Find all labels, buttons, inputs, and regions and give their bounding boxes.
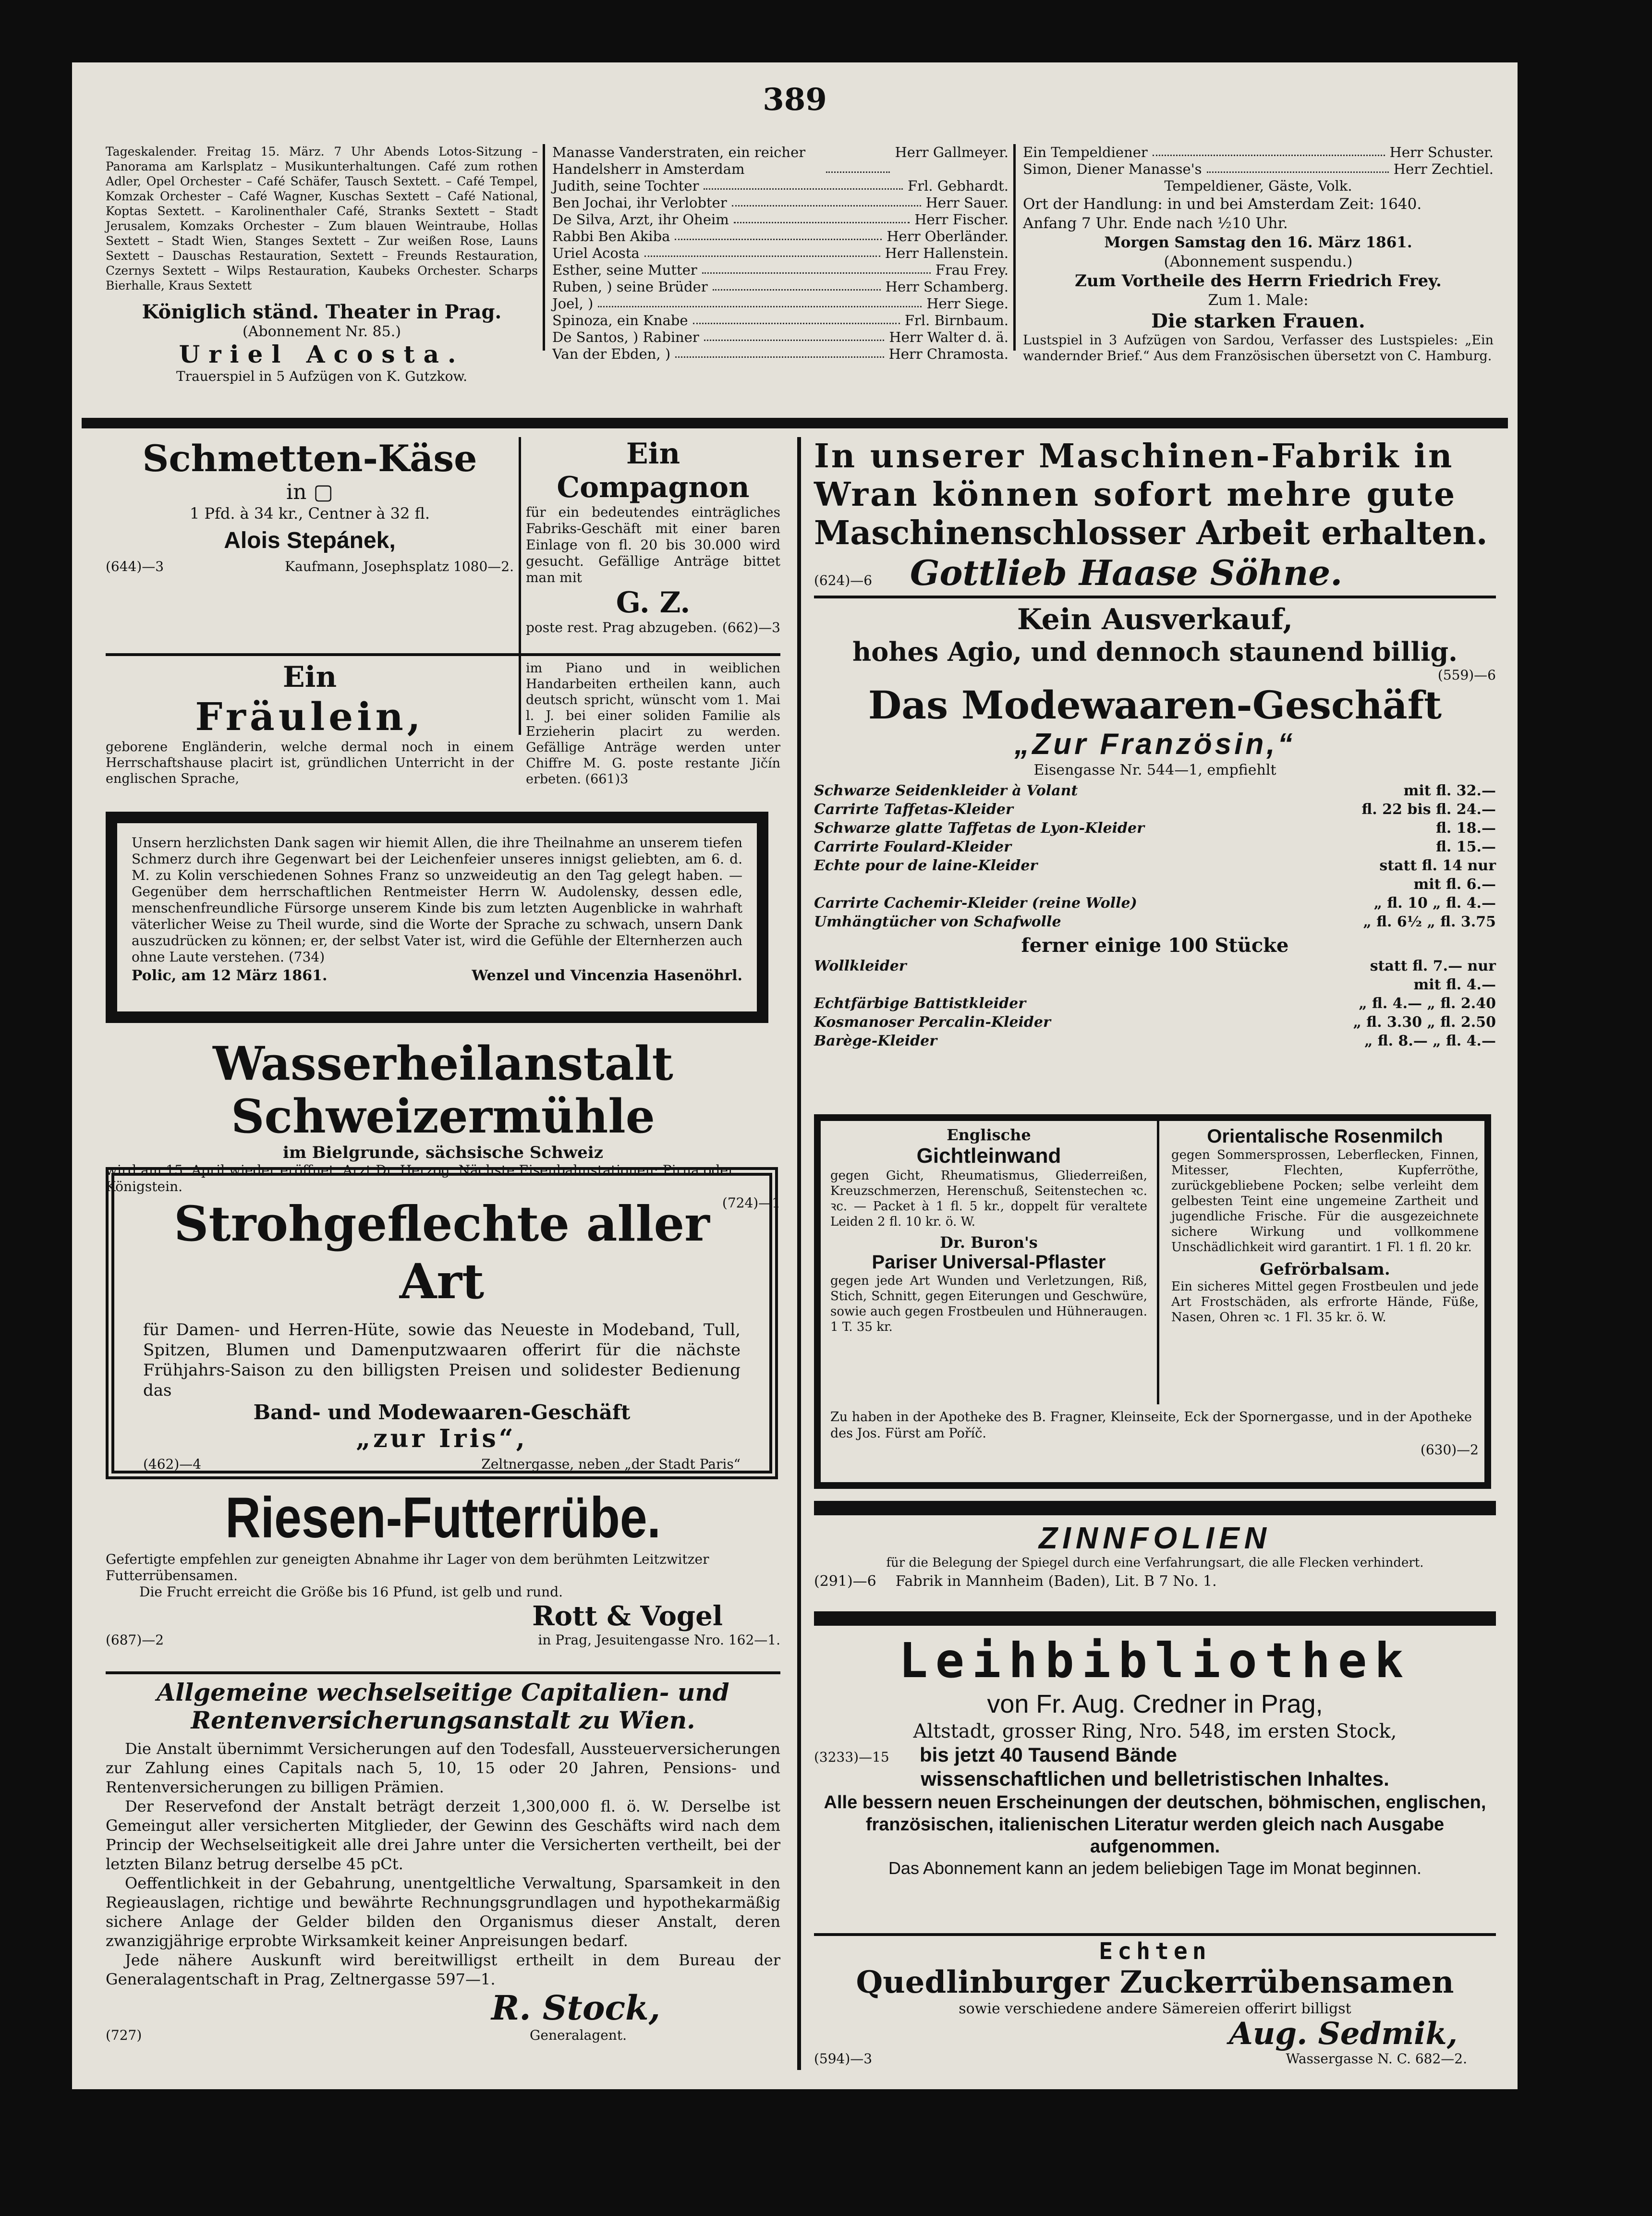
zinnfolien-body: für die Belegung der Spiegel durch eine Verfahrungsart, die alle Flecken verhindert. xyxy=(886,1556,1424,1570)
cast-row xyxy=(552,195,1008,211)
balsam-title: Gefrörbalsam. xyxy=(1260,1260,1390,1279)
versicherung-p3: Oeffentlichkeit in der Gebahrung, unentgeltliche Verwaltung, Sparsamkeit in den Regieauslagen, richtige und bewährte Rechnungsgrundlagen und hypothekarmäßig sichere Anlage der Gelder bilden den Organismus dieser Anstalt, deren zwanzigjährige erprobte Wirksamkeit keiner Anpreisungen bedarf. xyxy=(106,1874,780,1950)
item-price: „ fl. 6½ „ fl. 3.75 xyxy=(1363,913,1496,930)
play-title: Uriel Acosta. xyxy=(179,340,465,368)
buron: Dr. Buron's xyxy=(940,1233,1038,1252)
cast-actor: Herr Sauer. xyxy=(925,195,1008,211)
versicherung-p2: Der Reservefond der Anstalt beträgt derzeit 1,300,000 fl. ö. W. Derselbe ist Gemeingut aller versicherten Mitglieder, der Gewinn des Geschäfts wird nach dem Princip der Wechselseitigkeit alle drei Jahre unter die Versicherten vertheilt, bei der letzten Bilanz betrug derselbe 45 pCt. xyxy=(106,1797,780,1873)
item-price: fl. 22 bis fl. 24.— xyxy=(1361,801,1496,818)
item-price: statt fl. 14 nur mit fl. 6.— xyxy=(1379,857,1496,893)
cast-role: Tempeldiener, Gäste, Volk. xyxy=(1164,178,1352,194)
price-row xyxy=(814,994,1496,1013)
item-price: fl. 15.— xyxy=(1436,839,1496,855)
dank-names: Wenzel und Vincenzia Hasenöhrl. xyxy=(472,967,742,984)
cast-actor: Herr Gallmeyer. xyxy=(895,144,1008,160)
price-row xyxy=(814,913,1496,931)
ad-zucker xyxy=(814,1938,1496,2077)
cast-row xyxy=(552,295,1008,312)
rosen-title: Orientalische Rosenmilch xyxy=(1207,1126,1443,1147)
section-rule xyxy=(814,596,1496,598)
apotheke-foot xyxy=(830,1409,1479,1481)
ferner-text: ferner einige 100 Stücke xyxy=(1021,934,1289,957)
price-list xyxy=(814,781,1496,931)
ad-apotheke xyxy=(814,1114,1491,1489)
cast-role: Spinoza, ein Knabe xyxy=(552,312,688,329)
gicht-body: gegen Gicht, Rheumatismus, Gliederreißen, Kreuzschmerzen, Herenschuß, Seitenstechen ꝛc. ꝛc. — Packet à 1 fl. 5 kr., doppelt für veraltete Leiden 2 fl. 10 kr. ö. W. xyxy=(830,1169,1147,1229)
leader-dots xyxy=(1207,161,1389,173)
leihbib-title: Leihbibliothek xyxy=(899,1632,1411,1689)
maschinen-line-1: In unserer Maschinen-Fabrik in xyxy=(814,437,1454,475)
zucker-title: Quedlinburger Zuckerrübensamen xyxy=(856,1964,1454,2000)
leader-dots xyxy=(693,312,900,324)
item-price: „ fl. 4.— „ fl. 2.40 xyxy=(1359,995,1496,1012)
tageskalender: Tageskalender. Freitag 15. März. 7 Uhr Abends Lotos-Sitzung – Panorama am Karlsplatz – Musikunterhaltungen. Café zum rothen Adler, Opel Orchester – Café Schäfer, Tausch Sextett. – Café Tempel, Komzak Orchester – Café Wagner, Kuschas Sextett – Café National, Koptas Sextett. – Karolinenthaler Café, Stranks Sextett – Stadt Jerusalem, Komzaks Orchester – Zum blauen Weintraube, Hollas Sextett – Stadt Wien, Stanges Sextett – Zur weißen Rose, Launs Sextett – Dauschas Restauration, Sextett – Freunds Restauration, Czernys Sextett – Wilps Restauration, Kaubeks Orchester. Scharps Bierhalle, Kraus Sextett xyxy=(106,145,538,292)
column-rule xyxy=(543,144,545,351)
wasserheil-title: Wasserheilanstalt Schweizermühle xyxy=(213,1036,673,1144)
versicherung-title-1: Allgemeine wechselseitige Capitalien- und xyxy=(157,1678,729,1706)
item-name: Barège-Kleider xyxy=(814,1033,937,1049)
zucker-ref: (594)—3 xyxy=(814,2051,873,2067)
stueck-desc: Lustspiel in 3 Aufzügen von Sardou, Verfasser des Lustspieles: „Ein wandernder Brief.“ Aus dem Französischen übersetzt von C. Hamburg. xyxy=(1023,333,1494,364)
section-rule xyxy=(814,1933,1496,1936)
maschinen-line-2: Wran können sofort mehre gute xyxy=(814,475,1457,514)
versicherung-p1: Die Anstalt übernimmt Versicherungen auf den Todesfall, Aussteuerversicherungen zur Zahlung eines Capitals nach 5, 10, 15 oder 20 Jahren, Pensions- und Rentenversicherungen zu billigen Prämien. xyxy=(106,1740,780,1796)
zinnfolien-title: ZINNFOLIEN xyxy=(1039,1521,1271,1555)
leader-dots xyxy=(734,211,910,223)
fraeulein-title: Fräulein, xyxy=(195,694,425,739)
zucker-pre: Echten xyxy=(1099,1938,1211,1965)
item-price: fl. 18.— xyxy=(1436,820,1496,837)
cast-actor: Frl. Gebhardt. xyxy=(908,178,1008,194)
price-row xyxy=(814,781,1496,800)
cast-role: De Silva, Arzt, ihr Oheim xyxy=(552,211,729,228)
ad-dank xyxy=(106,812,768,1023)
item-name: Umhängtücher von Schafwolle xyxy=(814,913,1061,930)
cast-actor: Herr Schuster. xyxy=(1389,144,1494,160)
item-name: Carrirte Taffetas-Kleider xyxy=(814,801,1013,818)
wasserheil-body: wird am 15. April wieder eröffnet. Arzt Dr. Herzog. Nächste Eisenbahnstationen: Pirna oder Königstein. xyxy=(106,1162,735,1194)
theater-column-1 xyxy=(106,144,538,384)
schmetten-price: 1 Pfd. à 34 kr., Centner à 32 fl. xyxy=(189,504,430,523)
apotheke-left xyxy=(821,1121,1157,1404)
modewaaren-addr: Eisengasse Nr. 544—1, empfiehlt xyxy=(1033,762,1276,779)
modewaaren-ferner xyxy=(814,934,1496,957)
ad-riesen xyxy=(106,1484,780,1671)
item-name: Wollkleider xyxy=(814,958,907,974)
leihbib-line-3: bis jetzt 40 Tausend Bände xyxy=(920,1743,1178,1766)
price-row xyxy=(814,856,1496,894)
item-price: statt fl. 7.— nur mit fl. 4.— xyxy=(1370,958,1496,993)
riesen-body: Gefertigte empfehlen zur geneigten Abnahme ihr Lager von dem berühmten Leitzwitzer Futterrübensamen. xyxy=(106,1551,709,1583)
section-rule-heavy xyxy=(814,1611,1496,1626)
section-rule xyxy=(106,1671,780,1674)
abonnement-suspendu: (Abonnement suspendu.) xyxy=(1164,253,1353,270)
cast-role: Ruben, ) seine Brüder xyxy=(552,279,708,295)
rosen-body: gegen Sommersprossen, Leberflecken, Finnen, Mitesser, Flechten, Kupferröthe, zurückgebliebene Pocken; selbe verleiht dem gelbesten Teint eine ungemeine Zartheit und jugendliche Frische. Für die ausgezeichnete sichere Wirkung und vollkommene Unschädlichkeit wird garantirt. 1 Fl. 1 fl. 20 kr. xyxy=(1171,1148,1479,1254)
theater-column-3 xyxy=(1023,144,1494,364)
versicherung-ref: (727) xyxy=(106,2027,142,2043)
price-row xyxy=(814,894,1496,913)
column-rule xyxy=(519,437,521,735)
item-name: Echte pour de laine-Kleider xyxy=(814,857,1038,874)
riesen-firm: Rott & Vogel xyxy=(532,1600,723,1632)
cast-actor: Frl. Birnbaum. xyxy=(904,312,1008,329)
section-rule xyxy=(82,418,1508,428)
morgen: Morgen Samstag den 16. März 1861. xyxy=(1104,234,1412,251)
compagnon-foot: poste rest. Prag abzugeben. xyxy=(526,620,717,635)
item-price: „ fl. 10 „ fl. 4.— xyxy=(1373,895,1496,912)
versicherung-p4: Jede nähere Auskunft wird bereitwilligst ertheilt in dem Bureau der Generalagentschaft in Prag, Zeltnergasse 597—1. xyxy=(106,1951,780,1988)
item-price: mit fl. 32.— xyxy=(1403,782,1496,799)
leihbib-line-1: von Fr. Aug. Credner in Prag, xyxy=(987,1690,1323,1718)
leader-dots xyxy=(702,262,931,274)
zucker-firm: Aug. Sedmik, xyxy=(1229,2016,1458,2052)
modewaaren-line-2: hohes Agio, und dennoch staunend billig. xyxy=(852,636,1458,667)
apotheke-right xyxy=(1162,1121,1488,1404)
pflaster-title: Pariser Universal-Pflaster xyxy=(872,1252,1106,1273)
leader-dots xyxy=(1153,144,1385,156)
cast-role: Simon, Diener Manasse's xyxy=(1023,161,1202,177)
cast-role: Esther, seine Mutter xyxy=(552,262,697,278)
cast-row xyxy=(552,346,1008,363)
cast-actor: Herr Hallenstein. xyxy=(885,245,1008,261)
compagnon-body: für ein bedeutendes einträgliches Fabriks-Geschäft mit einer baren Einlage von fl. 20 bis 30.000 wird gesucht. Gefällige Anträge bittet man mit xyxy=(526,504,780,585)
cast-row xyxy=(552,279,1008,295)
leihbib-line-5: Alle bessern neuen Erscheinungen der deutschen, böhmischen, englischen, französischen, italienischen Literatur werden gleich nach Ausgabe aufgenommen. xyxy=(824,1792,1486,1857)
stueck-title: Die starken Frauen. xyxy=(1151,310,1365,332)
cast-row xyxy=(552,329,1008,346)
cast-actor: Herr Chramosta. xyxy=(888,346,1008,362)
center-rule xyxy=(797,437,801,2070)
stroh-ref: (462)—4 xyxy=(143,1456,202,1472)
cast-row xyxy=(552,178,1008,195)
cast-row xyxy=(552,262,1008,279)
compagnon-code: G. Z. xyxy=(616,586,691,620)
leader-dots xyxy=(675,228,882,240)
item-name: Schwarze glatte Taffetas de Lyon-Kleider xyxy=(814,820,1144,837)
schmetten-addr: Kaufmann, Josephsplatz 1080—2. xyxy=(285,559,514,574)
modewaaren-ref: (559)—6 xyxy=(1437,667,1496,683)
leader-dots xyxy=(704,178,903,190)
leihbib-line-4: wissenschaftlichen und belletristischen Inhaltes. xyxy=(921,1767,1389,1790)
ad-zinnfolien xyxy=(814,1520,1496,1611)
zucker-addr: Wassergasse N. C. 682—2. xyxy=(1286,2051,1467,2067)
cast-role: Ein Tempeldiener xyxy=(1023,144,1148,160)
ad-modewaaren xyxy=(814,603,1496,1112)
leihbib-line-6: Das Abonnement kann an jedem beliebigen Tage im Monat beginnen. xyxy=(888,1858,1422,1878)
leader-dots xyxy=(826,144,890,173)
gicht-title: Gichtleinwand xyxy=(916,1144,1061,1168)
price-row xyxy=(814,957,1496,994)
cast-role: Judith, seine Tochter xyxy=(552,178,699,194)
maschinen-ref: (624)—6 xyxy=(814,572,873,588)
ad-schmetten xyxy=(106,437,514,648)
theater-abonnement: (Abonnement Nr. 85.) xyxy=(243,323,401,340)
cast-role: Ben Jochai, ihr Verlobter xyxy=(552,195,727,211)
ad-leihbib xyxy=(814,1633,1496,1931)
leader-dots xyxy=(713,279,881,291)
ad-versicherung xyxy=(106,1679,780,2072)
apotheke-ref: (630)—2 xyxy=(1420,1442,1479,1458)
cast-role: Uriel Acosta xyxy=(552,245,640,261)
fraeulein-body-left: geborene Engländerin, welche dermal noch in einem Herrschaftshause placirt ist, gründlichen Unterricht in der englischen Sprache, xyxy=(106,740,514,786)
anfang: Anfang 7 Uhr. Ende nach ½10 Uhr. xyxy=(1023,215,1288,232)
ad-wasserheil xyxy=(106,1036,780,1211)
stroh-title: Strohgeflechte aller Art xyxy=(174,1195,710,1310)
vortheil: Zum Vortheile des Herrn Friedrich Frey. xyxy=(1075,271,1442,291)
balsam-body: Ein sicheres Mittel gegen Frostbeulen und jede Art Frostschäden, als erfrorte Hände, Füße, Nasen, Ohren ꝛc. 1 Fl. 35 kr. ö. W. xyxy=(1171,1279,1479,1325)
cast-list xyxy=(552,144,1008,362)
section-rule xyxy=(106,653,780,656)
newspaper-page xyxy=(72,62,1518,2089)
cast-row xyxy=(552,312,1008,329)
cast-row xyxy=(1023,178,1494,195)
riesen-ref: (687)—2 xyxy=(106,1632,164,1648)
apotheke-foot-text: Zu haben in der Apotheke des B. Fragner, Kleinseite, Eck der Spornergasse, und in der Apotheke des Jos. Fürst am Poříč. xyxy=(830,1410,1472,1441)
fraeulein-body-right: im Piano und in weiblichen Handarbeiten ertheilen kann, auch deutsch spricht, wünscht vom 1. Mai l. J. bei einer soliden Familie als Erzieherin placirt zu werden. Gefällige Anträge werden unter Chiffre M. G. poste restante Jičín erbeten. (661)3 xyxy=(526,661,780,787)
theater-title: Königlich ständ. Theater in Prag. xyxy=(142,301,502,323)
item-name: Kosmanoser Percalin-Kleider xyxy=(814,1014,1051,1031)
schmetten-name: Alois Stepánek, xyxy=(224,528,396,553)
price-row xyxy=(814,1032,1496,1050)
schmetten-in: in ▢ xyxy=(286,480,333,504)
riesen-title: Riesen-Futterrübe. xyxy=(225,1485,661,1550)
item-name: Echtfärbige Battistkleider xyxy=(814,995,1026,1012)
fraeulein-ein: Ein xyxy=(282,660,337,694)
item-price: „ fl. 8.— „ fl. 4.— xyxy=(1364,1033,1496,1049)
cast-row xyxy=(552,228,1008,245)
cast-actor: Herr Siege. xyxy=(926,295,1008,312)
zucker-body: sowie verschiedene andere Sämereien offerirt billigst xyxy=(959,2000,1351,2017)
cast-row xyxy=(552,144,1008,178)
leihbib-ref: (3233)—15 xyxy=(814,1749,889,1765)
cast-row xyxy=(1023,144,1494,161)
schmetten-ref: (644)—3 xyxy=(106,559,164,574)
leader-dots xyxy=(644,245,880,257)
cast-actor: Herr Schamberg. xyxy=(885,279,1008,295)
play-subtitle: Trauerspiel in 5 Aufzügen von K. Gutzkow. xyxy=(176,368,467,384)
item-name: Carrirte Cachemir-Kleider (reine Wolle) xyxy=(814,895,1137,912)
leader-dots xyxy=(704,329,885,341)
page-number: 389 xyxy=(763,82,827,118)
leihbib-line-2: Altstadt, grosser Ring, Nro. 548, im ersten Stock, xyxy=(913,1720,1397,1742)
modewaaren-name: „Zur Französin,“ xyxy=(1014,728,1296,761)
cast-role: Van der Ebden, ) xyxy=(552,346,671,362)
ad-maschinen xyxy=(814,437,1496,596)
cast-actor: Frau Frey. xyxy=(935,262,1008,278)
cast-row xyxy=(1023,161,1494,178)
price-row xyxy=(814,838,1496,856)
cast-actor: Herr Oberländer. xyxy=(887,228,1008,244)
compagnon-title: Ein Compagnon xyxy=(557,437,750,504)
stroh-body: für Damen- und Herren-Hüte, sowie das Neueste in Modeband, Tull, Spitzen, Blumen und Damenputzwaaren offerirt für die nächste Frühjahrs-Saison zu den billigsten Preisen und solidester Bedienung das xyxy=(143,1320,741,1400)
wasserheil-ref: (724)—1 xyxy=(722,1195,780,1211)
versicherung-sig-sub: Generalagent. xyxy=(530,2027,627,2043)
zinnfolien-addr: Fabrik in Mannheim (Baden), Lit. B 7 No. 1. xyxy=(895,1573,1217,1590)
price-row xyxy=(814,819,1496,838)
modewaaren-title: Das Modewaaren-Geschäft xyxy=(868,682,1442,728)
leader-dots xyxy=(732,195,921,207)
ort-der-handlung: Ort der Handlung: in und bei Amsterdam Zeit: 1640. xyxy=(1023,195,1422,213)
price-list-2 xyxy=(814,957,1496,1050)
stroh-addr: Zeltnergasse, neben „der Stadt Paris“ xyxy=(481,1456,741,1472)
cast-role: De Santos, ) Rabiner xyxy=(552,329,699,345)
pflaster-body: gegen jede Art Wunden und Verletzungen, Riß, Stich, Schnitt, gegen Eiterungen und Geschwüre, sowie auch gegen Frostbeulen und Hühneraugen. 1 T. 35 kr. xyxy=(830,1274,1147,1334)
apotheke-divider xyxy=(1157,1121,1159,1404)
price-row xyxy=(814,1013,1496,1032)
ad-compagnon xyxy=(526,437,780,648)
maschinen-firm: Gottlieb Haase Söhne. xyxy=(910,552,1343,593)
wasserheil-sub: im Bielgrunde, sächsische Schweiz xyxy=(283,1143,603,1162)
section-rule-heavy xyxy=(814,1501,1496,1515)
stroh-shop: Band- und Modewaaren-Geschäft xyxy=(253,1400,631,1424)
compagnon-ref: (662)—3 xyxy=(722,620,780,635)
leader-dots xyxy=(675,346,884,358)
item-name: Schwarze Seidenkleider à Volant xyxy=(814,782,1078,799)
cast-role: Manasse Vanderstraten, ein reicher Handelsherr in Amsterdam xyxy=(552,144,806,177)
gicht-pre: Englische xyxy=(947,1126,1031,1144)
schmetten-title: Schmetten-Käse xyxy=(142,437,477,480)
cast-actor: Herr Zechtiel. xyxy=(1393,161,1494,177)
riesen-body2: Die Frucht erreicht die Größe bis 16 Pfund, ist gelb und rund. xyxy=(139,1584,563,1600)
dank-body: Unsern herzlichsten Dank sagen wir hiemit Allen, die ihre Theilnahme an unserem tiefen Schmerz durch ihre Gegenwart bei der Leichenfeier unseres innigst geliebten, am 6. d. M. zu Kolin verschiedenen Sohnes Franz so unzweideutig an den Tag gelegt haben. — Gegenüber dem herrschaftlichen Rentmeister Herrn W. Audolensky, dessen edle, menschenfreundliche Fürsorge unserem Kinde bis zum letzten Augenblicke in wahrhaft väterlicher Weise zu Theil wurde, sind die Worte der Sprache zu schwach, unsern Dank auszudrücken zu können; er, der selbst Vater ist, wird die Gefühle der Elternherzen auch ohne Laute verstehen. (734) xyxy=(132,835,742,965)
ad-stroh xyxy=(106,1167,778,1479)
cast-row xyxy=(552,245,1008,262)
ad-fraeulein-right xyxy=(526,660,780,809)
price-row xyxy=(814,800,1496,819)
cast-role: Rabbi Ben Akiba xyxy=(552,228,670,244)
versicherung-title-2: Rentenversicherungsanstalt zu Wien. xyxy=(191,1706,695,1734)
cast-list-2 xyxy=(1023,144,1494,195)
column-rule xyxy=(1013,144,1016,351)
cast-actor: Herr Fischer. xyxy=(914,211,1008,228)
zinnfolien-ref: (291)—6 xyxy=(814,1573,876,1590)
modewaaren-line-1: Kein Ausverkauf, xyxy=(1017,603,1293,636)
versicherung-signature: R. Stock, xyxy=(491,1988,660,2028)
item-price: „ fl. 3.30 „ fl. 2.50 xyxy=(1353,1014,1496,1031)
cast-actor: Herr Walter d. ä. xyxy=(889,329,1008,345)
dank-place: Polic, am 12 März 1861. xyxy=(132,967,328,984)
item-name: Carrirte Foulard-Kleider xyxy=(814,839,1011,855)
zum-ersten-male: Zum 1. Male: xyxy=(1208,292,1309,309)
leader-dots xyxy=(598,295,922,307)
ad-fraeulein-left xyxy=(106,660,514,809)
cast-role: Joel, ) xyxy=(552,295,594,312)
stroh-name: „zur Iris“, xyxy=(356,1424,528,1453)
maschinen-line-3: Maschinenschlosser Arbeit erhalten. xyxy=(814,514,1488,552)
cast-row xyxy=(552,211,1008,228)
riesen-addr: in Prag, Jesuitengasse Nro. 162—1. xyxy=(538,1632,780,1648)
